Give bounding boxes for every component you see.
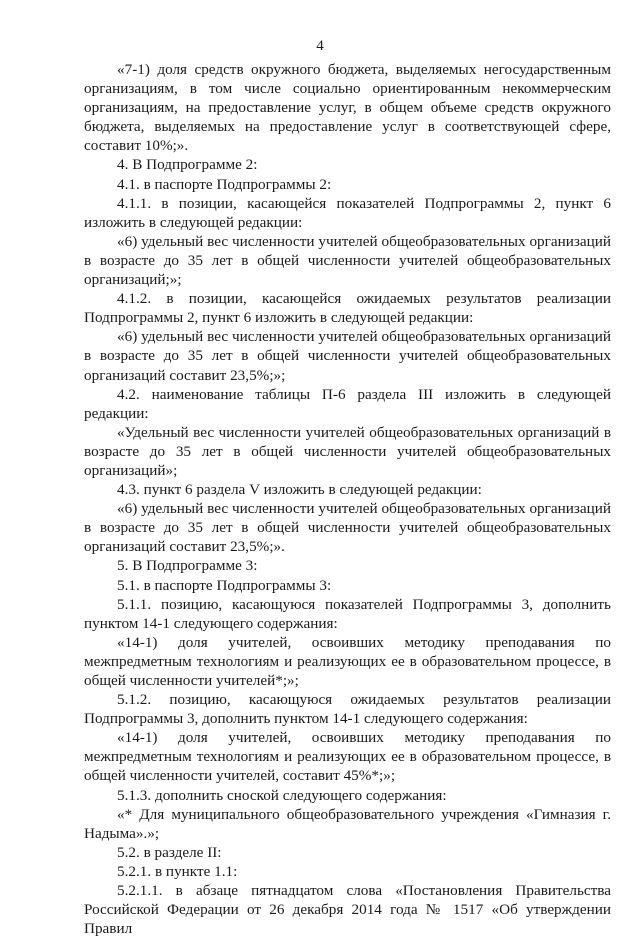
paragraph: 5.1. в паспорте Подпрограммы 3: <box>117 576 332 594</box>
paragraph: 5. В Подпрограмме 3: <box>117 557 258 575</box>
paragraph: 4.2. наименование таблицы П-6 раздела III изложить в следующей редакции: <box>84 385 611 422</box>
paragraph: 5.2.1. в пункте 1.1: <box>117 862 238 880</box>
paragraph: 5.2.1.1. в абзаце пятнадцатом слова «Постановления Правительства Российской Федерации от 26 декабря 2014 года № 1517 «Об утверждении Правил <box>84 882 611 938</box>
paragraph: 5.1.2. позицию, касающуюся ожидаемых результатов реализации Подпрограммы 3, дополнить пунктом 14-1 следующего содержания: <box>84 691 611 728</box>
paragraph: «14-1) доля учителей, освоивших методику преподавания по межпредметным технологиям и реализующих ее в образовательном процессе, в общей численности учителей, составит 45%*;»; <box>84 729 611 785</box>
paragraph: 4.3. пункт 6 раздела V изложить в следующей редакции: <box>117 481 482 499</box>
paragraph: 4. В Подпрограмме 2: <box>117 156 258 174</box>
paragraph: 4.1.2. в позиции, касающейся ожидаемых результатов реализации Подпрограммы 2, пункт 6 изложить в следующей редакции: <box>84 290 611 327</box>
paragraph: «* Для муниципального общеобразовательного учреждения «Гимназия г. Надыма».»; <box>84 805 611 842</box>
paragraph: «6) удельный вес численности учителей общеобразовательных организаций в возрасте до 35 лет в общей численности учителей общеобразовательных организаций составит 23,5%;»; <box>84 328 611 384</box>
paragraph: «14-1) доля учителей, освоивших методику преподавания по межпредметным технологиям и реализующих ее в образовательном процессе, в общей численности учителей*;»; <box>84 633 611 689</box>
paragraph: 5.1.3. дополнить сноской следующего содержания: <box>117 786 447 804</box>
page-number: 4 <box>316 38 324 54</box>
document-body <box>84 60 611 938</box>
paragraph: 5.2. в разделе II: <box>117 843 222 861</box>
paragraph: «7-1) доля средств окружного бюджета, выделяемых негосударственным организациям, в том числе социально ориентированным некоммерческим организациям, на предоставление услуг, в общем объеме средств окружного бюджета, выделяемых на предоставление услуг в соответствующей сфере, составит 10%;». <box>84 61 611 155</box>
paragraph: 4.1. в паспорте Подпрограммы 2: <box>117 175 332 193</box>
paragraph: 5.1.1. позицию, касающуюся показателей Подпрограммы 3, дополнить пунктом 14-1 следующего содержания: <box>84 595 611 632</box>
paragraph: «Удельный вес численности учителей общеобразовательных организаций в возрасте до 35 лет в общей численности учителей общеобразовательных организаций»; <box>84 423 611 479</box>
paragraph: «6) удельный вес численности учителей общеобразовательных организаций в возрасте до 35 лет в общей численности учителей общеобразовательных организаций;»; <box>84 232 611 289</box>
paragraph: 4.1.1. в позиции, касающейся показателей Подпрограммы 2, пункт 6 изложить в следующей редакции: <box>84 194 611 231</box>
paragraph: «6) удельный вес численности учителей общеобразовательных организаций в возрасте до 35 лет в общей численности учителей общеобразовательных организаций составит 23,5%;». <box>84 500 611 556</box>
